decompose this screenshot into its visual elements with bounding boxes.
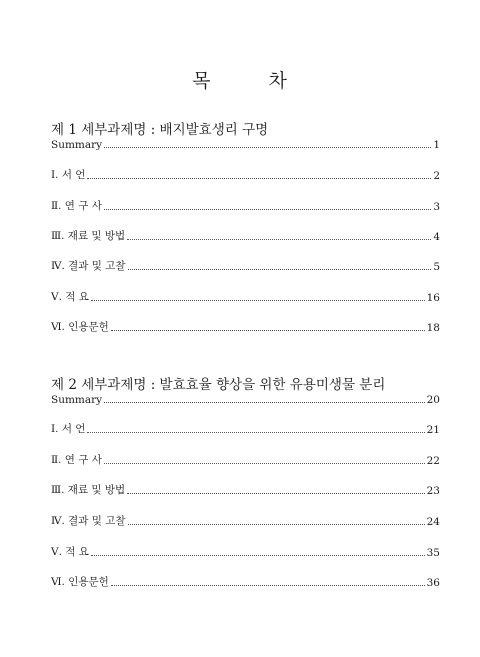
toc-entry-page: 3 [433, 201, 440, 213]
toc-entry-page: 35 [426, 547, 440, 559]
toc-entry[interactable] [51, 543, 440, 559]
toc-entry-label: Summary [51, 394, 103, 406]
toc-entry-label: Ⅲ. 재료 및 방법 [51, 484, 126, 496]
toc-entry[interactable] [51, 288, 440, 304]
toc-entry-label: Ⅱ. 연 구 사 [51, 200, 102, 212]
toc-entry-page: 1 [433, 139, 440, 151]
dot-leader [111, 330, 425, 331]
toc-entry-page: 24 [426, 516, 440, 528]
toc-entry-page: 36 [426, 577, 440, 589]
toc-entry[interactable] [51, 197, 440, 213]
toc-entry-page: 2 [433, 170, 440, 182]
toc-entry[interactable] [51, 318, 440, 334]
toc-entry[interactable] [51, 257, 440, 273]
toc-entry-label: Ⅲ. 재료 및 방법 [51, 230, 126, 242]
toc-entry[interactable] [51, 481, 440, 497]
dot-leader [128, 524, 425, 525]
toc-entry[interactable] [51, 512, 440, 528]
section-1-heading: 제 1 세부과제명 : 배지발효생리 구명 [51, 122, 269, 138]
toc-entry[interactable] [51, 390, 440, 406]
dot-leader [111, 585, 425, 586]
toc-entry-label: Ⅱ. 연 구 사 [51, 454, 102, 466]
dot-leader [104, 402, 425, 403]
toc-entry[interactable] [51, 166, 440, 182]
toc-entry-label: Ⅰ. 서 언 [51, 423, 86, 435]
toc-entry[interactable] [51, 451, 440, 467]
dot-leader [91, 300, 425, 301]
toc-entry[interactable] [51, 227, 440, 243]
page-title: 목 차 [192, 70, 288, 92]
toc-entry-label: Ⅳ. 결과 및 고찰 [51, 260, 126, 272]
toc-entry-label: Ⅵ. 인용문헌 [51, 576, 109, 588]
dot-leader [104, 209, 431, 210]
toc-entry-page: 4 [433, 231, 440, 243]
toc-entry[interactable] [51, 420, 440, 436]
toc-entry[interactable] [51, 573, 440, 589]
dot-leader [127, 239, 431, 240]
toc-entry-page: 18 [426, 322, 440, 334]
toc-entry-label: Ⅰ. 서 언 [51, 169, 86, 181]
toc-entry-page: 21 [426, 424, 440, 436]
dot-leader [128, 269, 432, 270]
dot-leader [91, 555, 425, 556]
toc-entry-label: Summary [51, 139, 103, 151]
toc-entry-label: Ⅳ. 결과 및 고찰 [51, 515, 126, 527]
dot-leader [87, 432, 424, 433]
toc-entry[interactable] [51, 135, 440, 151]
dot-leader [104, 463, 425, 464]
toc-entry-page: 23 [426, 485, 440, 497]
dot-leader [104, 147, 431, 148]
toc-entry-page: 5 [433, 261, 440, 273]
dot-leader [127, 493, 424, 494]
toc-entry-page: 22 [426, 455, 440, 467]
toc-entry-label: Ⅵ. 인용문헌 [51, 321, 109, 333]
toc-entry-page: 16 [426, 292, 440, 304]
section-2-heading: 제 2 세부과제명 : 발효효율 향상을 위한 유용미생물 분리 [51, 377, 386, 393]
toc-entry-page: 20 [426, 394, 440, 406]
toc-entry-label: Ⅴ. 적 요 [51, 546, 89, 558]
toc-entry-label: Ⅴ. 적 요 [51, 291, 89, 303]
dot-leader [87, 178, 431, 179]
